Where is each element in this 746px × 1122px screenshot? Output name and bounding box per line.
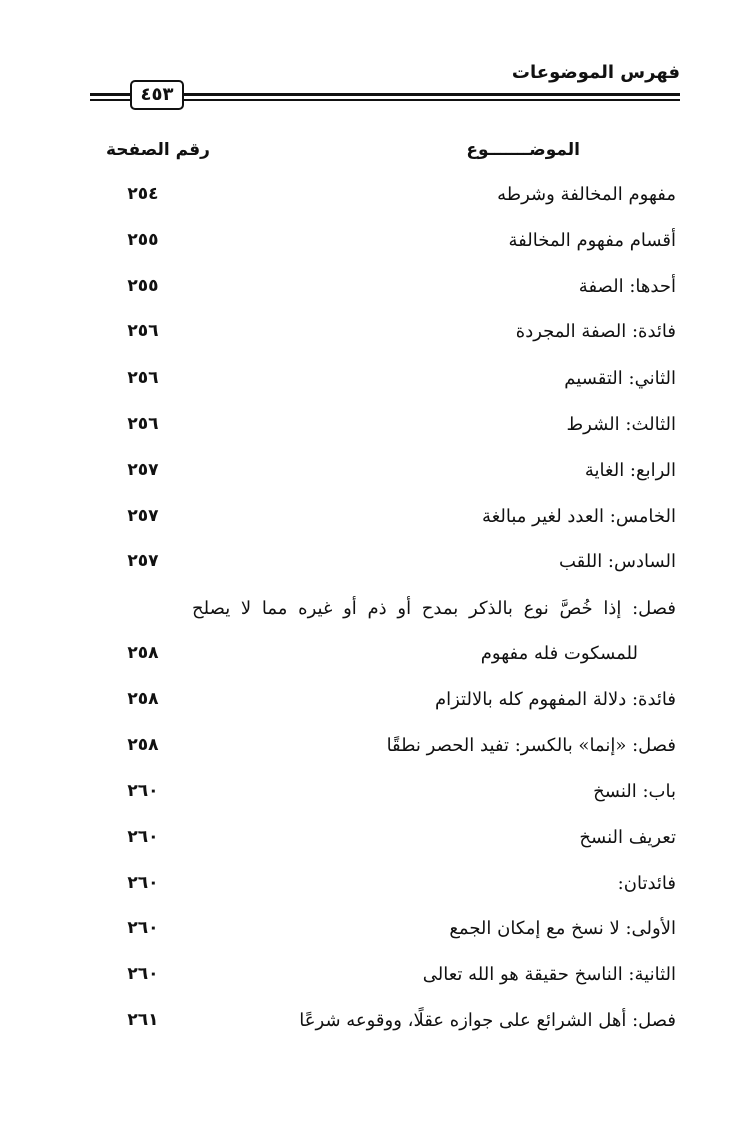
toc-entry-page: ٢٦٠ xyxy=(127,873,159,893)
page-number-box xyxy=(130,80,184,110)
toc-entry-title: باب: النسخ xyxy=(593,781,676,802)
toc-entry-page: ٢٥٨ xyxy=(127,735,159,755)
toc-entry-page: ٢٦٠ xyxy=(127,781,159,801)
toc-entry-page: ٢٥٥ xyxy=(127,230,159,250)
toc-entry-title: مفهوم المخالفة وشرطه xyxy=(497,184,676,205)
toc-entry-page: ٢٥٤ xyxy=(127,184,159,204)
toc-entry-title: فصل: إذا خُصَّ نوع بالذكر بمدح أو ذم أو غيره مما لا يصلح xyxy=(192,598,676,619)
column-header-page: رقم الصفحة xyxy=(106,140,210,160)
toc-entry-title: فصل: «إنما» بالكسر: تفيد الحصر نطقًا xyxy=(386,735,676,756)
page-number: ٤٥٣ xyxy=(140,84,174,105)
toc-entry-page: ٢٥٥ xyxy=(127,276,159,296)
toc-entry-title: فائدتان: xyxy=(617,873,676,894)
toc-entry-title: الخامس: العدد لغير مبالغة xyxy=(482,506,676,527)
toc-entry-title: للمسكوت فله مفهوم xyxy=(480,643,638,664)
toc-entry-title: أحدها: الصفة xyxy=(578,276,676,297)
toc-entry-page: ٢٥٧ xyxy=(127,506,159,526)
toc-entry-title: أقسام مفهوم المخالفة xyxy=(508,230,676,251)
toc-entry-page: ٢٥٦ xyxy=(127,414,159,434)
toc-entry-title: فائدة: دلالة المفهوم كله بالالتزام xyxy=(434,689,676,710)
toc-entry-page: ٢٦٠ xyxy=(127,918,159,938)
toc-entry-title: فصل: أهل الشرائع على جوازه عقلًا، ووقوعه شرعًا xyxy=(299,1010,676,1031)
toc-entry-page: ٢٥٦ xyxy=(127,368,159,388)
toc-entry-title: السادس: اللقب xyxy=(558,551,676,572)
toc-entry-title: الثاني: التقسيم xyxy=(564,368,676,389)
toc-entry-title: تعريف النسخ xyxy=(579,827,676,848)
toc-entry-page: ٢٥٨ xyxy=(127,689,159,709)
toc-entry-page: ٢٥٨ xyxy=(127,643,159,663)
toc-entry-page: ٢٥٦ xyxy=(127,321,159,341)
running-title: فهرس الموضوعات xyxy=(511,62,680,83)
toc-entry-title: فائدة: الصفة المجردة xyxy=(515,321,676,342)
toc-entry-page: ٢٥٧ xyxy=(127,551,159,571)
toc-entry-title: الأولى: لا نسخ مع إمكان الجمع xyxy=(449,918,676,939)
column-header-subject: الموضـــــــوع xyxy=(466,140,580,160)
toc-entry-page: ٢٦٠ xyxy=(127,964,159,984)
toc-entry-page: ٢٥٧ xyxy=(127,460,159,480)
toc-entry-title: الثانية: الناسخ حقيقة هو الله تعالى xyxy=(422,964,676,985)
toc-entry-title: الرابع: الغاية xyxy=(584,460,676,481)
toc-entry-page: ٢٦٠ xyxy=(127,827,159,847)
toc-entry-title: الثالث: الشرط xyxy=(566,414,676,435)
toc-entry-page: ٢٦١ xyxy=(127,1010,159,1030)
